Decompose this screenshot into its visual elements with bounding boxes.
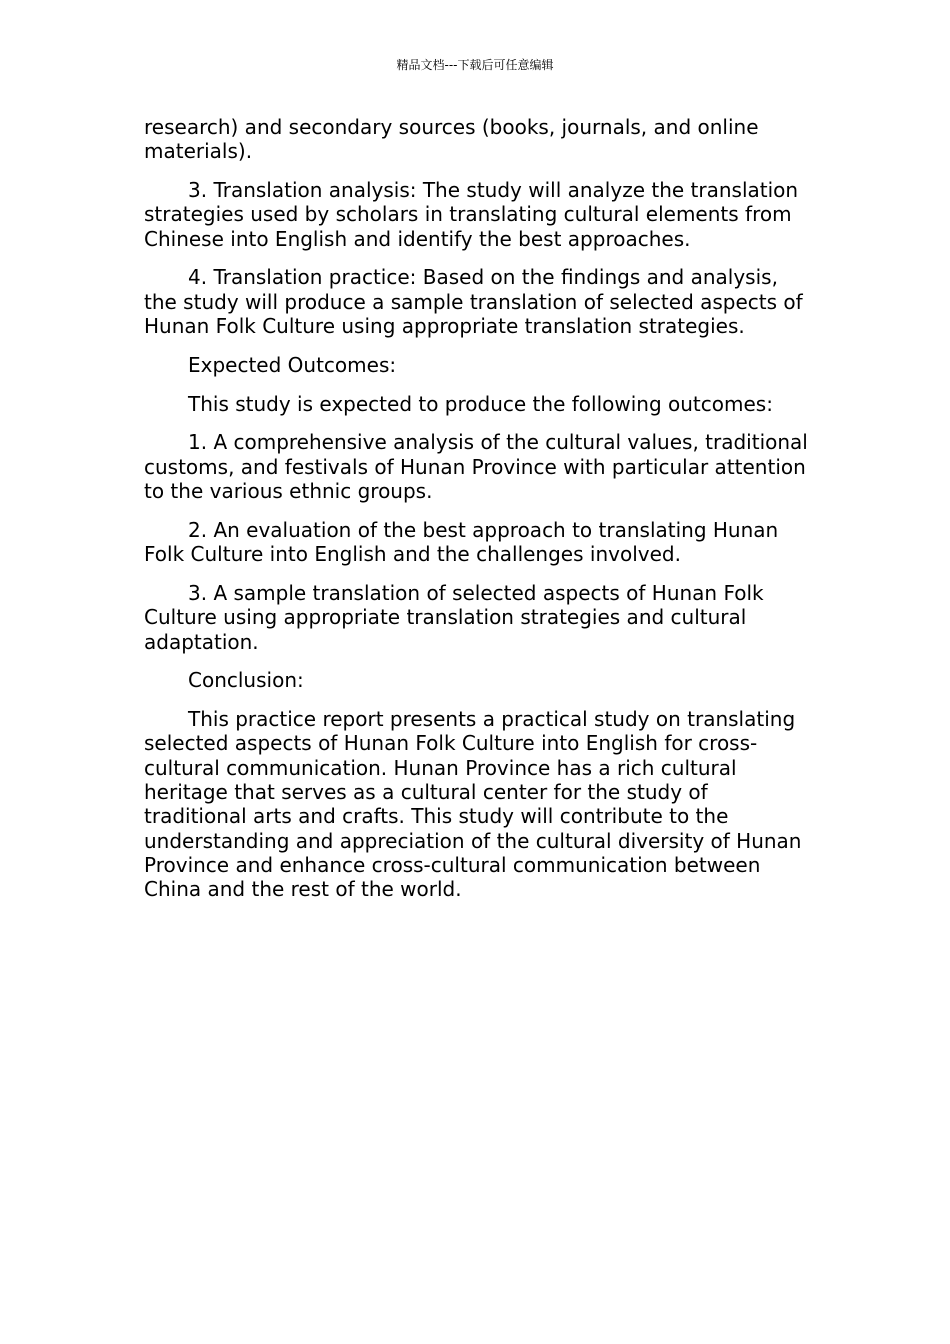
heading-conclusion: Conclusion: (188, 668, 304, 693)
paragraph-translation-analysis: 3. Translation analysis: The study will analyze the translation strategies used by scholars in translating cultural elements from Chinese into English and identify the best approaches. (144, 178, 799, 251)
document-body (144, 115, 809, 916)
paragraph-outcome-2: 2. An evaluation of the best approach to translating Hunan Folk Culture into English and the challenges involved. (144, 517, 779, 567)
paragraph-outcome-3: 3. A sample translation of selected aspects of Hunan Folk Culture using appropriate translation strategies and cultural adaptation. (144, 580, 764, 654)
paragraph-sources-continuation: research) and secondary sources (books, journals, and online materials). (144, 115, 759, 164)
heading-expected-outcomes: Expected Outcomes: (188, 352, 397, 377)
page-header: 精品文档---下载后可任意编辑 (396, 58, 554, 72)
paragraph-outcome-1: 1. A comprehensive analysis of the cultural values, traditional customs, and festivals of Hunan Province with particular attention to the various ethnic groups. (144, 430, 808, 504)
paragraph-outcomes-intro: This study is expected to produce the following outcomes: (188, 391, 773, 416)
paragraph-translation-practice: 4. Translation practice: Based on the findings and analysis, the study will produce a sample translation of selected aspects of Hunan Folk Culture using appropriate translation strategies. (144, 265, 803, 339)
paragraph-conclusion: This practice report presents a practical study on translating selected aspects of Hunan Folk Culture into English for cross-cultural communication. Hunan Province has a rich cultural heritage that serves as a cultural center for the study of traditional arts and crafts. This study will contribute to the understanding and appreciation of the cultural diversity of Hunan Province and enhance cross-cultural communication between China and the rest of the world. (144, 707, 802, 902)
